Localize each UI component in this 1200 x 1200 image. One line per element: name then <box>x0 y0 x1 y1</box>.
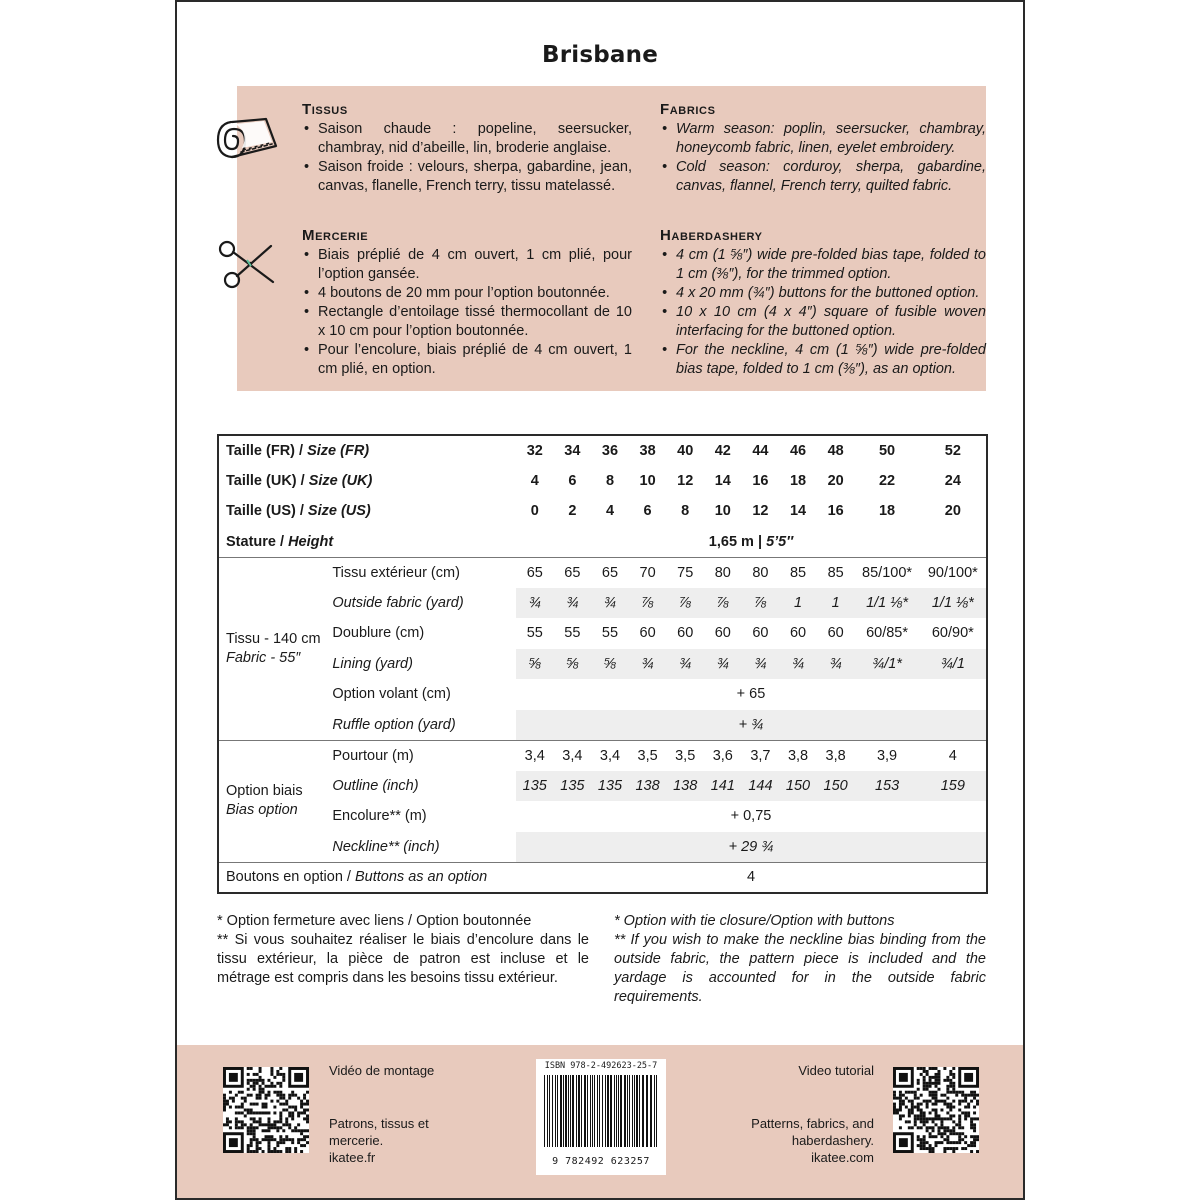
value-cell: ¾/1 <box>920 649 987 680</box>
value-cell: 1/1 ⅛* <box>920 588 987 619</box>
footnote: ** Si vous souhaitez réaliser le biais d’encolure dans le tissu extérieur, la pièce de patron est incluse et le métrage est compris dans les besoins tissu extérieur. <box>217 932 589 986</box>
section-heading: Haberdashery <box>660 227 763 244</box>
value-cell: ¾ <box>817 649 855 680</box>
size-cell: 18 <box>878 503 896 520</box>
size-cell: 32 <box>526 442 543 459</box>
value-cell: 3,7 <box>742 740 780 771</box>
page-title: Brisbane <box>541 42 658 68</box>
table-row <box>218 679 987 710</box>
value-cell: 135 <box>554 771 592 802</box>
value-cell: 70 <box>629 557 667 588</box>
size-chart-table <box>217 434 988 894</box>
value-cell: 60/90* <box>931 625 974 642</box>
list-item: • Warm season: poplin, seersucker, chambray, honeycomb fabric, linen, eyelet embroidery. <box>660 120 986 158</box>
barcode-block <box>536 1059 666 1175</box>
value-cell: 60 <box>639 625 656 642</box>
value-cell: ¾ <box>666 649 704 680</box>
value-cell: 55 <box>601 625 619 642</box>
size-cell: 52 <box>944 442 961 459</box>
size-cell: 42 <box>714 442 731 459</box>
size-cell: 20 <box>944 503 961 520</box>
size-cell: 18 <box>789 472 807 489</box>
value-cell: 3,5 <box>629 740 667 771</box>
size-cell: 6 <box>568 472 577 489</box>
value-cell: 85 <box>817 557 855 588</box>
haberdashery-en-section <box>660 226 986 379</box>
value-cell: 135 <box>516 771 554 802</box>
size-cell: 4 <box>530 472 539 489</box>
row-label: Boutons en option / Buttons as an option <box>218 862 516 893</box>
size-cell: 12 <box>752 503 769 520</box>
barcode-icon <box>536 1071 666 1151</box>
value-cell: 85 <box>779 557 817 588</box>
value-cell: 65 <box>591 557 629 588</box>
value-cell: ¾ <box>742 649 780 680</box>
pattern-back-cover <box>175 0 1025 1200</box>
value-cell: 150 <box>779 771 817 802</box>
size-cell: 0 <box>530 503 539 520</box>
size-cell: 12 <box>677 472 694 489</box>
list-item: • Biais préplié de 4 cm ouvert, 1 cm plié, pour l’option gansée. <box>302 246 632 284</box>
table-row <box>218 588 987 619</box>
value-cell: 150 <box>817 771 855 802</box>
footnote: ** If you wish to make the neckline bias binding from the outside fabric, the pattern piece is included and the yardage is accounted for in the outside fabric requirements. <box>614 932 986 1005</box>
size-row <box>218 466 987 497</box>
buttons-value: 4 <box>516 862 987 893</box>
span-cell: + 65 <box>736 686 766 703</box>
footnote: * Option with tie closure/Option with buttons <box>614 913 895 929</box>
value-cell: 60 <box>714 625 731 642</box>
row-label: Ruffle option (yard) <box>332 716 456 733</box>
value-cell: ¾ <box>704 649 742 680</box>
size-row <box>218 496 987 527</box>
table-row <box>218 740 987 771</box>
website-fr-link[interactable]: ikatee.fr <box>329 1150 376 1165</box>
stature-row <box>218 527 987 558</box>
size-cell: 16 <box>752 472 769 489</box>
row-label: Taille (FR) / Size (FR) <box>226 442 370 459</box>
row-label: Stature / Height <box>226 533 334 550</box>
group-label: Tissu - 140 cm Fabric - 55″ <box>218 557 325 740</box>
qr-code-icon[interactable] <box>223 1067 309 1153</box>
list-item: • 4 cm (1 ⅝″) wide pre-folded bias tape, folded to 1 cm (⅜″), for the trimmed option. <box>660 246 986 284</box>
value-cell: 85/100* <box>854 557 919 588</box>
value-cell: 3,9 <box>854 740 919 771</box>
size-row <box>218 435 987 466</box>
footer-panel <box>177 1045 1025 1200</box>
row-label: Neckline** (inch) <box>332 838 440 855</box>
value-cell: 3,5 <box>666 740 704 771</box>
value-cell: 80 <box>704 557 742 588</box>
row-label: Doublure (cm) <box>332 625 425 642</box>
value-cell: 135 <box>591 771 629 802</box>
qr-code-icon[interactable] <box>893 1067 979 1153</box>
value-cell: 138 <box>629 771 667 802</box>
website-en-link[interactable]: ikatee.com <box>811 1150 874 1165</box>
section-heading: Tissus <box>302 101 348 118</box>
size-cell: 8 <box>681 503 690 520</box>
table-row <box>218 710 987 741</box>
size-cell: 14 <box>714 472 731 489</box>
row-label: Taille (UK) / Size (UK) <box>226 472 373 489</box>
video-tutorial-en-label: Video tutorial <box>798 1063 874 1078</box>
row-label: Outside fabric (yard) <box>332 594 464 611</box>
fabric-roll-icon <box>214 110 278 170</box>
list-item: • Cold season: corduroy, sherpa, gabardine, canvas, flannel, French terry, quilted fabric. <box>660 158 986 196</box>
value-cell: 60 <box>827 625 844 642</box>
size-cell: 40 <box>677 442 694 459</box>
value-cell: 60 <box>752 625 769 642</box>
size-cell: 8 <box>605 472 615 489</box>
footnote: * Option fermeture avec liens / Option boutonnée <box>217 913 532 929</box>
value-cell: 90/100* <box>920 557 987 588</box>
footnotes-en <box>614 912 986 1007</box>
value-cell: 80 <box>742 557 780 588</box>
list-item: • 4 boutons de 20 mm pour l’option boutonnée. <box>302 284 632 303</box>
list-item: • 10 x 10 cm (4 x 4″) square of fusible woven interfacing for the buttoned option. <box>660 303 986 341</box>
size-cell: 46 <box>789 442 807 459</box>
list-item: • Pour l’encolure, biais préplié de 4 cm ouvert, 1 cm plié, en option. <box>302 341 632 379</box>
row-label: Pourtour (m) <box>325 740 516 771</box>
value-cell: 1 <box>817 588 855 619</box>
value-cell: 55 <box>526 625 543 642</box>
shop-fr-label: Patrons, tissus et mercerie. <box>329 1116 429 1148</box>
value-cell: 75 <box>666 557 704 588</box>
value-cell: 141 <box>704 771 742 802</box>
isbn-label: ISBN 978-2-492623-25-7 <box>544 1061 658 1071</box>
list-item: • For the neckline, 4 cm (1 ⅝″) wide pre-folded bias tape, folded to 1 cm (⅜″), as an option. <box>660 341 986 379</box>
value-cell: 60/85* <box>866 625 908 642</box>
table-row <box>218 832 987 863</box>
barcode-number: 9 782492 623257 <box>552 1156 650 1167</box>
value-cell: 60 <box>789 625 807 642</box>
size-cell: 50 <box>878 442 896 459</box>
value-cell: 3,8 <box>779 740 817 771</box>
list-item: • Saison chaude : popeline, seersucker, chambray, nid d’abeille, lin, broderie anglaise. <box>302 120 632 158</box>
row-label: Tissu extérieur (cm) <box>325 557 516 588</box>
size-cell: 20 <box>827 472 844 489</box>
row-label: Lining (yard) <box>332 655 413 672</box>
video-tutorial-fr-label: Vidéo de montage <box>329 1063 435 1078</box>
size-cell: 2 <box>568 503 577 520</box>
value-cell: 1 <box>779 588 817 619</box>
table-row <box>218 649 987 680</box>
value-cell: ⅞ <box>742 588 780 619</box>
span-cell: + ¾ <box>516 710 987 741</box>
table-row <box>218 557 987 588</box>
group-label: Option biais Bias option <box>218 740 325 862</box>
size-cell: 48 <box>827 442 844 459</box>
value-cell: 3,4 <box>554 740 592 771</box>
row-label: Outline (inch) <box>332 777 419 794</box>
value-cell: 3,8 <box>817 740 855 771</box>
buttons-row <box>218 862 987 893</box>
stature-value: 1,65 m | 5’5″ <box>708 533 794 550</box>
span-cell: + 0,75 <box>730 808 772 825</box>
fabrics-en-section <box>660 100 986 196</box>
size-cell: 36 <box>601 442 619 459</box>
value-cell: 60 <box>677 625 694 642</box>
row-label: Encolure** (m) <box>332 808 427 825</box>
table-row <box>218 618 987 649</box>
value-cell: 55 <box>564 625 581 642</box>
value-cell: 3,6 <box>704 740 742 771</box>
section-heading: Mercerie <box>302 227 369 244</box>
size-cell: 44 <box>752 442 769 459</box>
row-label: Option volant (cm) <box>332 686 451 703</box>
value-cell: ⅞ <box>666 588 704 619</box>
size-cell: 10 <box>639 472 656 489</box>
footnotes-fr <box>217 912 589 988</box>
section-heading: Fabrics <box>660 101 716 118</box>
value-cell: ¾ <box>591 588 629 619</box>
scissors-icon <box>217 236 281 296</box>
value-cell: 138 <box>666 771 704 802</box>
value-cell: 4 <box>920 740 987 771</box>
value-cell: 144 <box>742 771 780 802</box>
row-label: Taille (US) / Size (US) <box>226 503 371 520</box>
haberdashery-fr-section <box>302 226 632 379</box>
list-item: • Rectangle d’entoilage tissé thermocollant de 10 x 10 cm pour l’option boutonnée. <box>302 303 632 341</box>
size-cell: 16 <box>827 503 844 520</box>
size-cell: 6 <box>643 503 652 520</box>
value-cell: ⅞ <box>629 588 667 619</box>
value-cell: 153 <box>854 771 919 802</box>
value-cell: 3,4 <box>516 740 554 771</box>
value-cell: ⅞ <box>704 588 742 619</box>
value-cell: ⅝ <box>591 649 629 680</box>
size-cell: 4 <box>605 503 615 520</box>
span-cell: + 29 ¾ <box>516 832 987 863</box>
list-item: • Saison froide : velours, sherpa, gabardine, jean, canvas, flanelle, French terry, tissu matelassé. <box>302 158 632 196</box>
shop-en-label: Patterns, fabrics, and haberdashery. <box>751 1116 874 1148</box>
value-cell: ¾ <box>779 649 817 680</box>
value-cell: 65 <box>516 557 554 588</box>
value-cell: 1/1 ⅛* <box>854 588 919 619</box>
size-cell: 24 <box>944 472 961 489</box>
fabrics-fr-section <box>302 100 632 196</box>
value-cell: ⅝ <box>554 649 592 680</box>
table-row <box>218 771 987 802</box>
size-cell: 10 <box>714 503 731 520</box>
value-cell: ⅝ <box>516 649 554 680</box>
value-cell: 3,4 <box>591 740 629 771</box>
value-cell: 159 <box>920 771 987 802</box>
value-cell: ¾ <box>629 649 667 680</box>
size-cell: 34 <box>564 442 581 459</box>
value-cell: ¾ <box>516 588 554 619</box>
size-cell: 38 <box>639 442 656 459</box>
value-cell: ¾/1* <box>854 649 919 680</box>
value-cell: 65 <box>554 557 592 588</box>
size-cell: 22 <box>878 472 896 489</box>
list-item: • 4 x 20 mm (¾″) buttons for the buttoned option. <box>660 284 986 303</box>
value-cell: ¾ <box>554 588 592 619</box>
size-cell: 14 <box>789 503 807 520</box>
table-row <box>218 801 987 832</box>
